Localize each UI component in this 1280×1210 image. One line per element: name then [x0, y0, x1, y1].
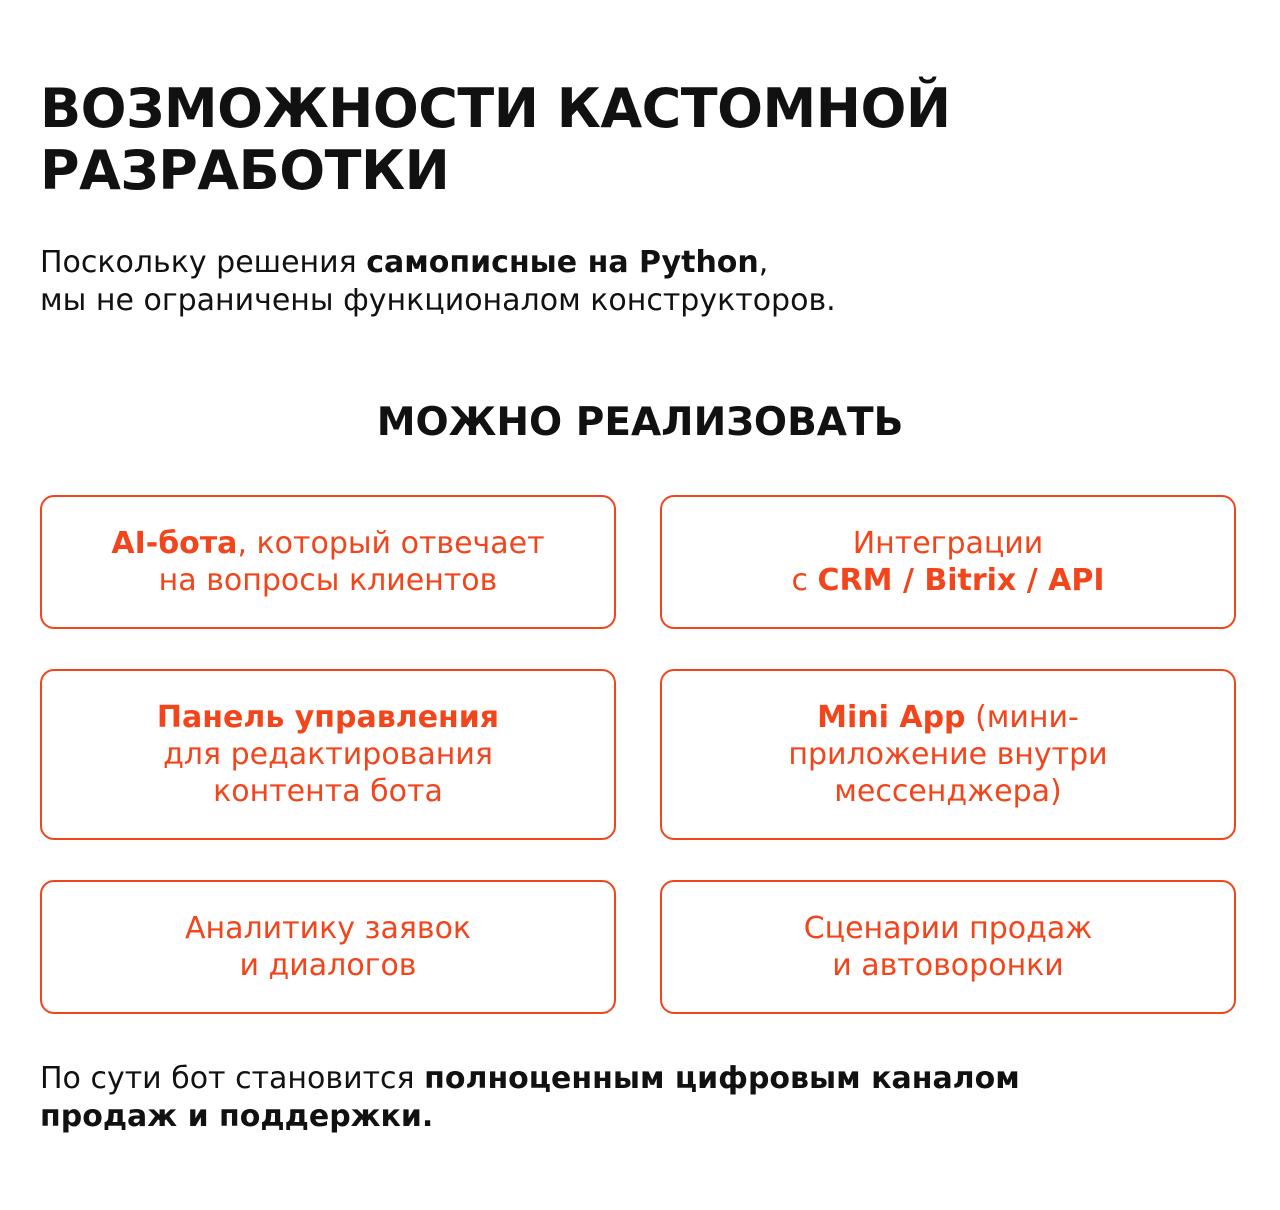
card-line — [157, 699, 499, 736]
outro-line-2 — [40, 1098, 1260, 1136]
card-line — [788, 699, 1107, 736]
card-highlight: AI-бота — [111, 526, 238, 561]
outro-highlight-end: продаж и поддержки. — [40, 1099, 434, 1134]
card-line: Аналитику заявок — [184, 911, 472, 946]
card-line: и диалогов — [239, 948, 417, 983]
intro-line-2: мы не ограничены функционалом конструкторов. — [40, 283, 836, 318]
card-text: с — [791, 563, 818, 598]
card-line: для редактирования — [163, 737, 493, 772]
feature-card-ai-bot — [40, 495, 616, 629]
outro-prefix: По сути бот становится — [40, 1061, 425, 1096]
intro-highlight: самописные на Python — [366, 245, 759, 280]
card-line — [111, 525, 544, 562]
card-highlight: CRM / Bitrix / API — [817, 563, 1105, 598]
intro-line-1 — [40, 244, 1240, 282]
intro-paragraph — [40, 244, 1240, 320]
card-line: мессенджера) — [834, 774, 1062, 809]
feature-card-integrations — [660, 495, 1236, 629]
outro-highlight: полноценным цифровым каналом — [424, 1061, 1020, 1096]
page-title-line-2: РАЗРАБОТКИ — [40, 139, 450, 202]
page-title — [40, 78, 1240, 202]
card-text: (мини- — [965, 700, 1079, 735]
page-title-line-1: ВОЗМОЖНОСТИ КАСТОМНОЙ — [40, 77, 951, 140]
feature-card-mini-app — [660, 669, 1236, 840]
card-line: Сценарии продаж — [803, 911, 1093, 946]
card-highlight: Mini App — [817, 700, 966, 735]
outro-paragraph — [40, 1060, 1260, 1136]
card-line — [792, 562, 1105, 599]
card-line: и автоворонки — [832, 948, 1064, 983]
feature-card-admin-panel — [40, 669, 616, 840]
intro-comma: , — [758, 245, 769, 280]
card-highlight: Панель управления — [156, 700, 500, 735]
card-line: контента бота — [213, 774, 443, 809]
feature-card-sales-scenarios — [660, 880, 1236, 1014]
intro-prefix: Поскольку решения — [40, 245, 367, 280]
card-text: , который отвечает — [237, 526, 545, 561]
card-line: Интеграции — [852, 526, 1044, 561]
feature-card-analytics — [40, 880, 616, 1014]
outro-line-1 — [40, 1060, 1260, 1098]
card-line: приложение внутри — [788, 737, 1108, 772]
section-title: МОЖНО РЕАЛИЗОВАТЬ — [376, 400, 904, 445]
card-line: на вопросы клиентов — [158, 563, 498, 598]
